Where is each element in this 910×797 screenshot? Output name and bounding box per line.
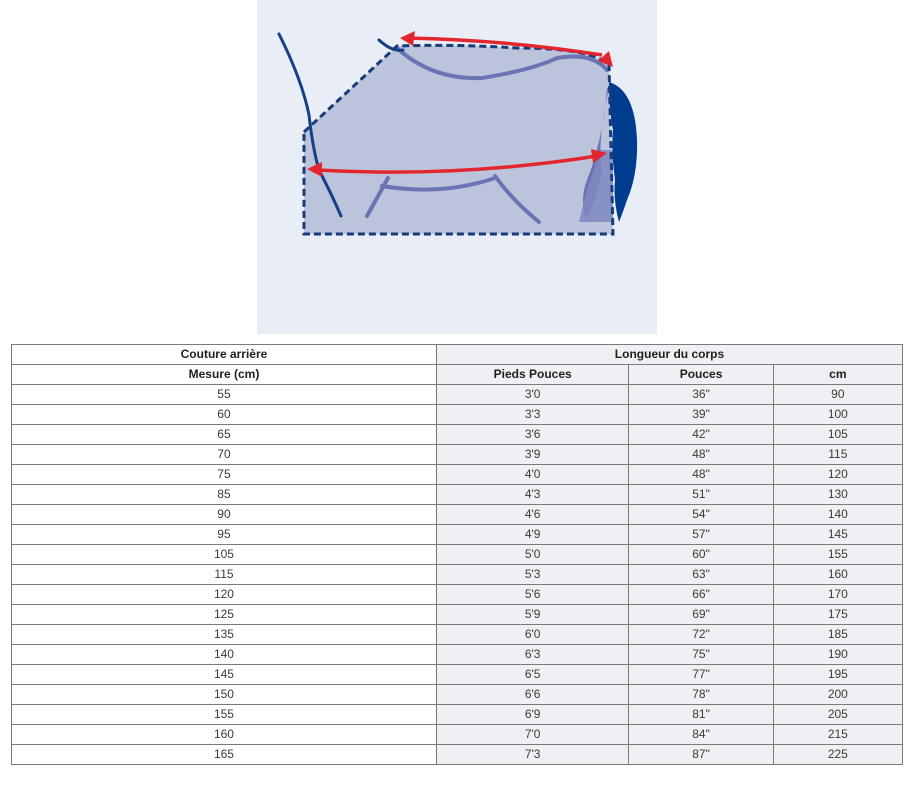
cell-feet-inches: 4'3: [436, 485, 628, 505]
cell-cm: 205: [773, 705, 902, 725]
cell-cm: 215: [773, 725, 902, 745]
table-row: [12, 725, 903, 745]
cell-cm: 200: [773, 685, 902, 705]
cell-measure-cm: 150: [12, 685, 437, 705]
cell-measure-cm: 75: [12, 465, 437, 485]
cell-feet-inches: 3'3: [436, 405, 628, 425]
cell-inches: 48": [629, 445, 773, 465]
cell-feet-inches: 3'6: [436, 425, 628, 445]
cell-feet-inches: 7'0: [436, 725, 628, 745]
cell-feet-inches: 3'9: [436, 445, 628, 465]
col-header-inches: Pouces: [629, 365, 773, 385]
group-header-body-length: Longueur du corps: [436, 345, 902, 365]
cell-cm: 175: [773, 605, 902, 625]
cell-inches: 84": [629, 725, 773, 745]
cell-measure-cm: 90: [12, 505, 437, 525]
table-row: [12, 525, 903, 545]
cell-cm: 115: [773, 445, 902, 465]
cell-feet-inches: 6'5: [436, 665, 628, 685]
cell-inches: 39": [629, 405, 773, 425]
table-row: [12, 605, 903, 625]
cell-cm: 155: [773, 545, 902, 565]
table-row: [12, 705, 903, 725]
cell-cm: 105: [773, 425, 902, 445]
col-header-feet-inches: Pieds Pouces: [436, 365, 628, 385]
cell-cm: 90: [773, 385, 902, 405]
size-chart-table: [11, 344, 903, 765]
cell-measure-cm: 65: [12, 425, 437, 445]
table-row: [12, 405, 903, 425]
cell-measure-cm: 85: [12, 485, 437, 505]
cell-inches: 66": [629, 585, 773, 605]
cell-feet-inches: 3'0: [436, 385, 628, 405]
table-row: [12, 385, 903, 405]
cell-feet-inches: 6'0: [436, 625, 628, 645]
table-row: [12, 545, 903, 565]
cell-measure-cm: 155: [12, 705, 437, 725]
cell-measure-cm: 115: [12, 565, 437, 585]
cell-inches: 72": [629, 625, 773, 645]
cell-measure-cm: 160: [12, 725, 437, 745]
cell-feet-inches: 5'0: [436, 545, 628, 565]
cell-inches: 42": [629, 425, 773, 445]
cell-feet-inches: 5'9: [436, 605, 628, 625]
table-row: [12, 445, 903, 465]
table-row: [12, 625, 903, 645]
cell-cm: 190: [773, 645, 902, 665]
cell-measure-cm: 145: [12, 665, 437, 685]
cell-inches: 57": [629, 525, 773, 545]
cell-cm: 145: [773, 525, 902, 545]
cell-inches: 77": [629, 665, 773, 685]
cell-measure-cm: 125: [12, 605, 437, 625]
cell-feet-inches: 5'3: [436, 565, 628, 585]
cell-measure-cm: 135: [12, 625, 437, 645]
table-row: [12, 665, 903, 685]
cell-cm: 195: [773, 665, 902, 685]
cell-inches: 51": [629, 485, 773, 505]
cell-inches: 63": [629, 565, 773, 585]
cell-cm: 225: [773, 745, 902, 765]
cell-feet-inches: 4'9: [436, 525, 628, 545]
cell-feet-inches: 6'3: [436, 645, 628, 665]
cell-inches: 78": [629, 685, 773, 705]
group-header-row: [12, 345, 903, 365]
group-header-back-seam: Couture arrière: [12, 345, 437, 365]
cell-inches: 81": [629, 705, 773, 725]
cell-cm: 140: [773, 505, 902, 525]
table-row: [12, 685, 903, 705]
cell-inches: 69": [629, 605, 773, 625]
cell-measure-cm: 120: [12, 585, 437, 605]
col-header-cm: cm: [773, 365, 902, 385]
cell-measure-cm: 140: [12, 645, 437, 665]
table-row: [12, 425, 903, 445]
cell-cm: 160: [773, 565, 902, 585]
cell-feet-inches: 4'0: [436, 465, 628, 485]
cell-measure-cm: 95: [12, 525, 437, 545]
cell-inches: 54": [629, 505, 773, 525]
horse-rug-illustration: [257, 0, 657, 334]
table-row: [12, 585, 903, 605]
cell-inches: 48": [629, 465, 773, 485]
cell-cm: 185: [773, 625, 902, 645]
table-row: [12, 505, 903, 525]
cell-measure-cm: 60: [12, 405, 437, 425]
table-row: [12, 485, 903, 505]
cell-feet-inches: 7'3: [436, 745, 628, 765]
horse-rug-diagram: [257, 0, 657, 334]
table-row: [12, 745, 903, 765]
cell-inches: 36": [629, 385, 773, 405]
cell-cm: 100: [773, 405, 902, 425]
column-header-row: [12, 365, 903, 385]
cell-feet-inches: 4'6: [436, 505, 628, 525]
table-row: [12, 565, 903, 585]
rug-body: [304, 45, 613, 234]
table-row: [12, 465, 903, 485]
cell-inches: 60": [629, 545, 773, 565]
cell-cm: 130: [773, 485, 902, 505]
cell-feet-inches: 6'6: [436, 685, 628, 705]
cell-inches: 87": [629, 745, 773, 765]
col-header-measure: Mesure (cm): [12, 365, 437, 385]
cell-measure-cm: 105: [12, 545, 437, 565]
table-body: [12, 385, 903, 765]
cell-cm: 170: [773, 585, 902, 605]
cell-measure-cm: 70: [12, 445, 437, 465]
cell-inches: 75": [629, 645, 773, 665]
cell-measure-cm: 55: [12, 385, 437, 405]
cell-feet-inches: 6'9: [436, 705, 628, 725]
top-arrow-head-left: [400, 31, 415, 46]
cell-measure-cm: 165: [12, 745, 437, 765]
cell-feet-inches: 5'6: [436, 585, 628, 605]
cell-cm: 120: [773, 465, 902, 485]
table-row: [12, 645, 903, 665]
